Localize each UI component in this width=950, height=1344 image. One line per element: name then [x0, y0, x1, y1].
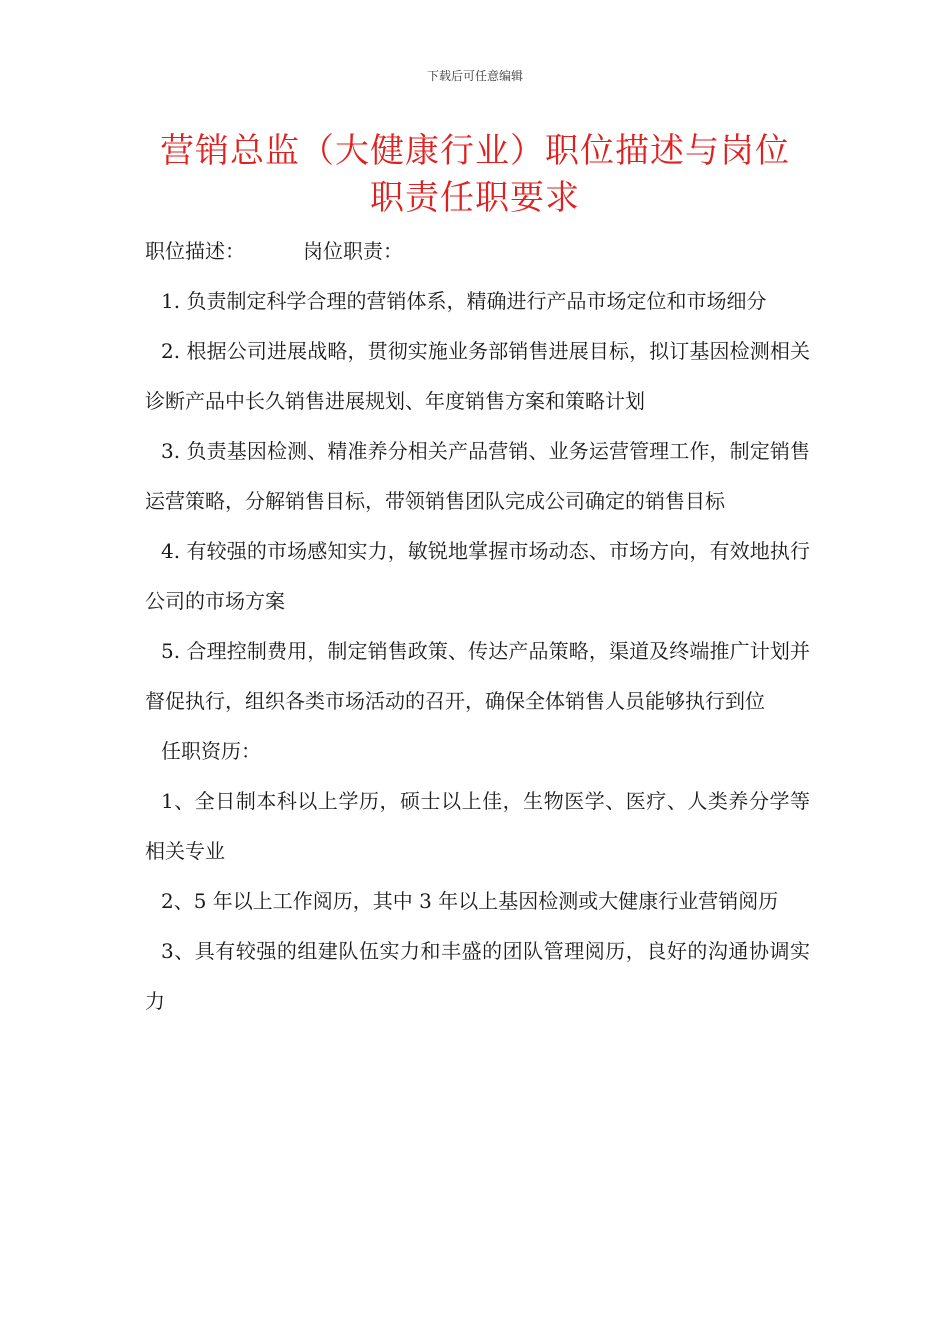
section-labels-row [145, 226, 810, 276]
title-line-1: 营销总监（大健康行业）职位描述与岗位 [160, 131, 790, 171]
qualification-item: 1、全日制本科以上学历，硕士以上佳，生物医学、医疗、人类养分学等相关专业 [145, 789, 810, 863]
document-body [145, 226, 810, 1026]
duty-item: 4. 有较强的市场感知实力，敏锐地掌握市场动态、市场方向，有效地执行公司的市场方案 [145, 539, 810, 613]
duty-item: 5. 合理控制费用，制定销售政策、传达产品策略，渠道及终端推广计划并督促执行，组织各类市场活动的召开，确保全体销售人员能够执行到位 [145, 639, 810, 713]
title-line-2: 职责任职要求 [370, 178, 580, 218]
duty-item: 1. 负责制定科学合理的营销体系，精确进行产品市场定位和市场细分 [161, 289, 767, 313]
duties-label: 岗位职责： [303, 239, 403, 263]
document-title [140, 128, 810, 222]
description-label: 职位描述： [145, 239, 245, 263]
qualification-item: 2、5 年以上工作阅历，其中 3 年以上基因检测或大健康行业营销阅历 [161, 889, 779, 913]
qualification-item: 3、具有较强的组建队伍实力和丰盛的团队管理阅历，良好的沟通协调实力 [145, 939, 810, 1013]
qualifications-label: 任职资历： [161, 739, 261, 763]
duty-item: 2. 根据公司进展战略，贯彻实施业务部销售进展目标，拟订基因检测相关诊断产品中长久销售进展规划、年度销售方案和策略计划 [145, 339, 810, 413]
header-note: 下载后可任意编辑 [426, 69, 523, 83]
duty-item: 3. 负责基因检测、精准养分相关产品营销、业务运营管理工作，制定销售运营策略，分解销售目标，带领销售团队完成公司确定的销售目标 [145, 439, 810, 513]
